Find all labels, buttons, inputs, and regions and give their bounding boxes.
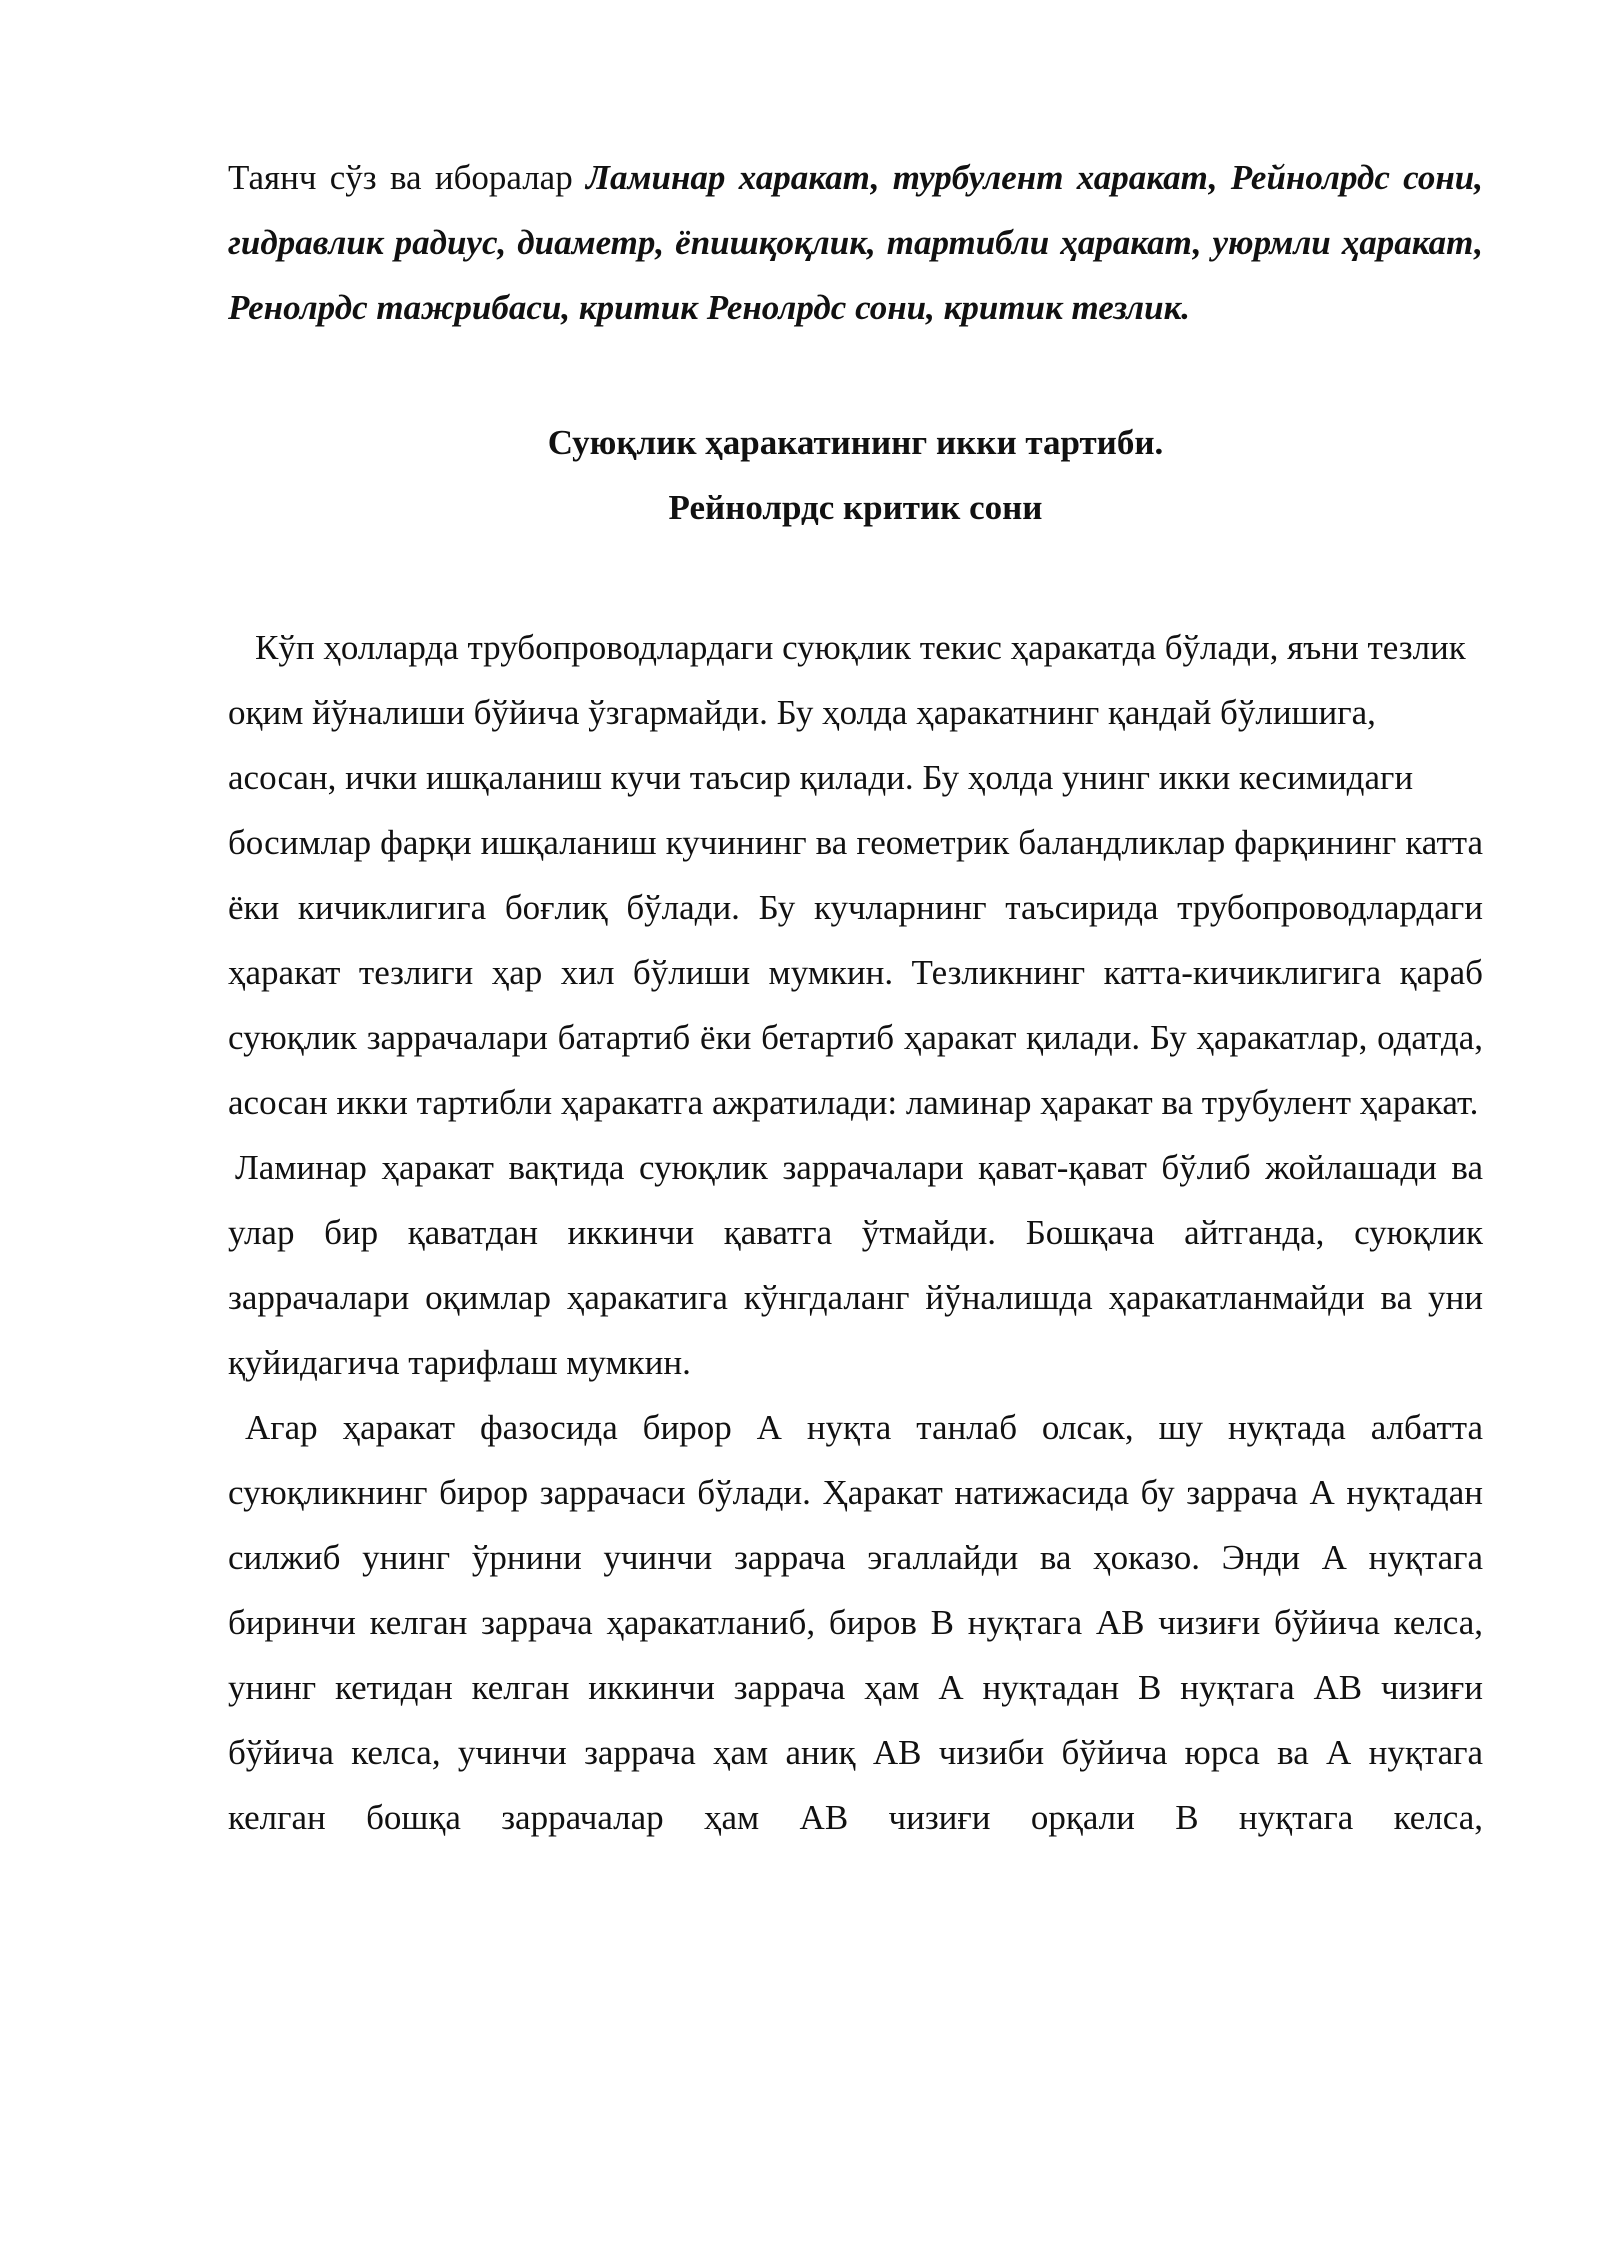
keywords-terms: Ламинар харакат, турбулент харакат, Рейнолрдс сони, гидравлик радиус, диаметр, ёпишқоқлик, тартибли ҳаракат, уюрмли ҳаракат, Ренолрдс тажрибаси, критик Ренолрдс сони, критик тезлик. — [228, 158, 1483, 327]
section-heading — [228, 410, 1483, 540]
heading-line-2: Рейнолрдс критик сони — [668, 488, 1043, 527]
paragraph-1-start: Кўп ҳолларда трубопроводлардаги суюқлик текис ҳаракатда бўлади, яъни тезлик оқим йўналиши бўйича ўзгармайди. Бу ҳолда ҳаракатнинг қандай бўлишига, асосан, ички ишқаланиш кучи таъсир қилади. Бу ҳолда унинг икки кесимидаги — [228, 628, 1466, 797]
paragraph-3: Агар ҳаракат фазосида бирор А нуқта танлаб олсак, шу нуқтада албатта суюқликнинг бирор заррачаси бўлади. Ҳаракат натижасида бу заррача А нуқтадан силжиб унинг ўрнини учинчи заррача эгаллайди ва ҳоказо. Энди А нуқтага биринчи келган заррача ҳаракатланиб, биров В нуқтага АВ чизиғи бўйича келса, унинг кетидан келган иккинчи заррача ҳам А нуқтадан В нуқтага АВ чизиғи бўйича келса, учинчи заррача ҳам аниқ АВ чизиби бўйича юрса ва А нуқтага келган бошқа заррачалар ҳам АВ чизиғи орқали В нуқтага келса, — [228, 1408, 1483, 1837]
keywords-paragraph — [228, 145, 1483, 340]
keywords-lead: Таянч сўз ва иборалар — [228, 158, 587, 197]
document-page — [228, 145, 1483, 1850]
paragraph-1-continued: босимлар фарқи ишқаланиш кучининг ва геометрик баландликлар фарқининг катта ёки кичиклигига боғлиқ бўлади. Бу кучларнинг таъсирида трубопроводлардаги ҳаракат тезлиги ҳар хил бўлиши мумкин. Тезликнинг катта-кичиклигига қараб суюқлик заррачалари батартиб ёки бетартиб ҳаракат қилади. Бу ҳаракатлар, одатда, асосан икки тартибли ҳаракатга ажратилади: ламинар ҳаракат ва трубулент ҳаракат. — [228, 823, 1483, 1122]
heading-line-1: Суюқлик ҳаракатининг икки тартиби. — [547, 423, 1164, 462]
paragraph-2: Ламинар ҳаракат вақтида суюқлик заррачалари қават-қават бўлиб жойлашади ва улар бир қаватдан иккинчи қаватга ўтмайди. Бошқача айтганда, суюқлик заррачалари оқимлар ҳаракатига кўнгдаланг йўналишда ҳаракатланмайди ва уни қуйидагича тарифлаш мумкин. — [228, 1148, 1483, 1382]
